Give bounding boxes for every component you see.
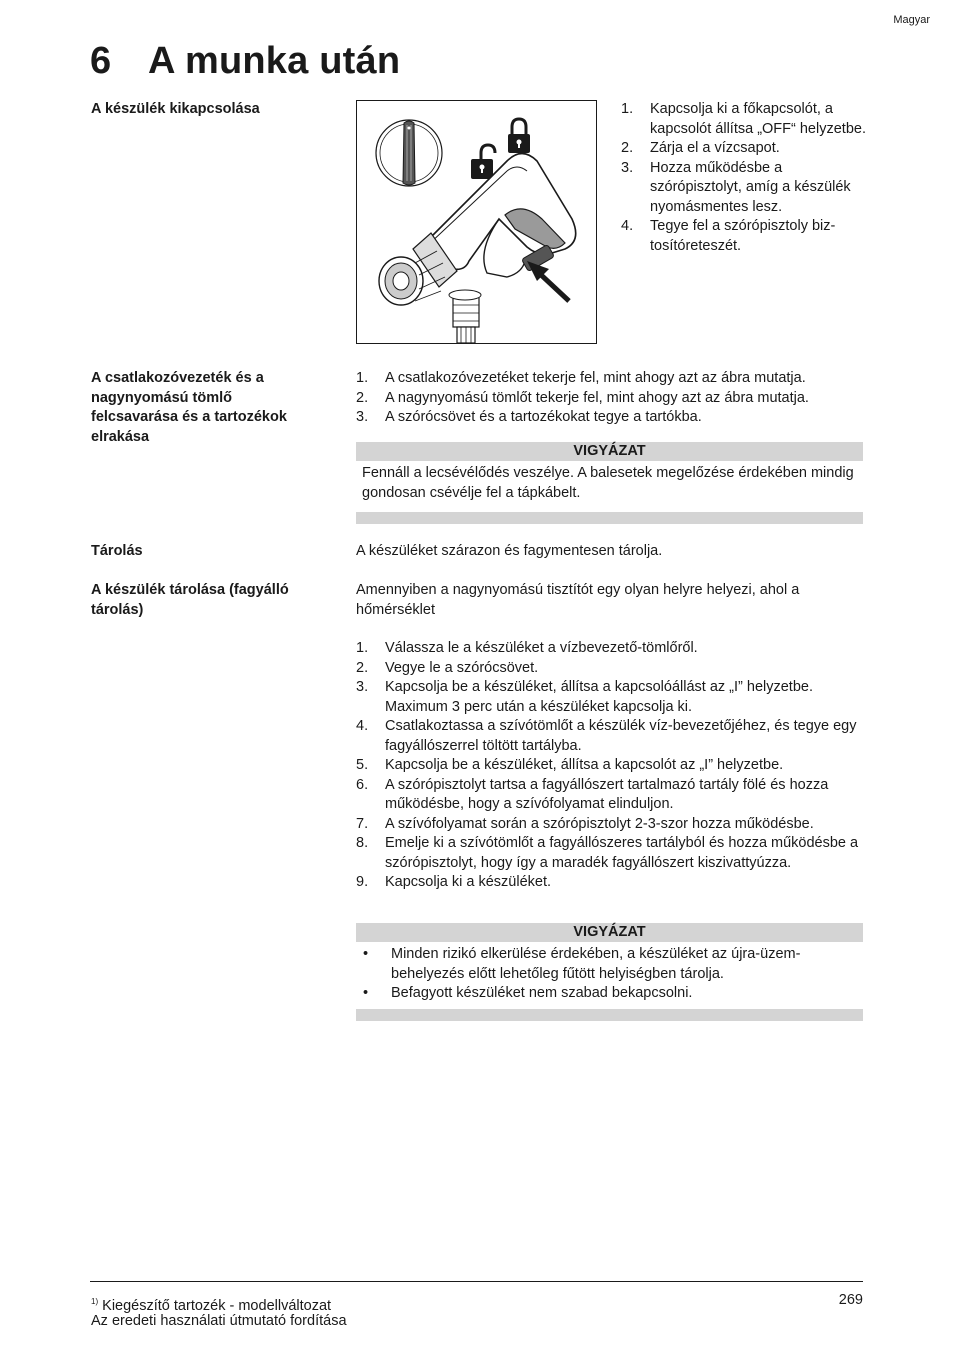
list-item: 5. Kapcsolja be a készüléket, állítsa a kapcsolót az „I” helyzetbe. [356,757,784,773]
section-heading-storage: Tárolás [91,543,143,559]
warning-box-hose [356,442,863,524]
footnote-text: Kiegészítő tartozék - modellváltozat [102,1298,332,1314]
page-number: 269 [838,1292,863,1308]
list-item: 2. Vegye le a szórócsövet. [356,659,539,676]
list-item: 9. Kapcsolja ki a készüléket. [356,874,552,890]
list-item: 3. Hozza működésbe a szórópisztolyt, amíg a készülék nyomásmentes lesz. [621,159,851,215]
chapter-title [90,40,400,83]
warning-bottom-bar [356,512,863,524]
chapter-number: 6 [90,40,112,82]
warning-label: VIGYÁZAT [356,923,863,942]
list-item: 2. A nagynyomású tömlőt tekerje fel, mint ahogy azt az ábra mutatja. [356,389,809,406]
warning-text: Fennáll a lecsévélődés veszélye. A balesetek megelőzése érdekében mindig gondosan csévélje fel a tápkábelt. [362,465,854,501]
list-item: 4. Tegye fel a szórópisztoly biz-tosítóreteszét. [621,218,836,254]
warning-list [356,942,863,1009]
hose-storage-steps [356,369,864,428]
list-item: 7. A szívófolyamat során a szórópisztolyt 2-3-szor hozza működésbe. [356,815,814,832]
frost-storage-steps [356,639,864,893]
storage-text: A készüléket szárazon és fagymentesen tárolja. [356,543,663,559]
list-item: 1. Válassza le a készüléket a vízbevezető-tömlőről. [356,640,698,656]
frost-storage-intro: Amennyiben a nagynyomású tisztítót egy olyan helyre helyezi, ahol a hőmérséklet [356,582,800,618]
chapter-title-text: A munka után [148,40,401,82]
list-item: • Befagyott készüléket nem szabad bekapcsolni. [363,985,693,1001]
warning-bottom-bar [356,1009,863,1021]
list-item: 3. Kapcsolja be a készüléket, állítsa a kapcsolóállást az „I” helyzetbe. Maximum 3 perc után a készüléket kapcsolja ki. [356,679,813,715]
list-item: • Minden rizikó elkerülése érdekében, a készüléket az újra-üzem-behelyezés előtt lehetőleg fűtött helyiségben tárolja. [363,946,801,982]
footer-subtitle: Az eredeti használati útmutató fordítása [91,1313,347,1329]
list-item: 1. A csatlakozóvezetéket tekerje fel, mint ahogy azt az ábra mutatja. [356,370,806,386]
footer-divider [90,1281,863,1282]
warning-box-frost [356,923,863,1021]
section-heading-switch-off: A készülék kikapcsolása [91,101,260,117]
section-heading-frost-storage: A készülék tárolása (fagyálló tárolás) [91,582,289,618]
list-item: 1. Kapcsolja ki a főkapcsolót, a kapcsolót állítsa „OFF“ helyzetbe. [621,101,866,137]
list-item: 6. A szórópisztolyt tartsa a fagyállószert tartalmazó tartály fölé és hozza működésbe, hogy a szívófolyamat elinduljon. [356,776,829,812]
switch-off-steps [621,100,866,256]
main-switch-dial-icon [376,120,442,186]
section-heading-hose-storage: A csatlakozóvezeték és a nagynyomású tömlő felcsavarása és a tartozékok elrakása [91,370,287,445]
footnote-mark: 1) [91,1297,99,1306]
spray-gun-figure [356,100,597,344]
open-lock-icon [471,145,495,179]
closed-lock-icon [508,119,530,153]
language-label: Magyar [893,14,930,26]
arrow-icon [527,261,569,301]
list-item: 4. Csatlakoztassa a szívótömlőt a készülék víz-bevezetőjéhez, és tegye egy fagyállószerrel töltött tartályba. [356,718,857,754]
list-item: 3. A szórócsövet és a tartozékokat tegye a tartókba. [356,409,702,425]
warning-label: VIGYÁZAT [356,442,863,461]
list-item: 2. Zárja el a vízcsapot. [621,140,780,156]
list-item: 8. Emelje ki a szívótömlőt a fagyállószeres tartályból és hozza működésbe a szórópisztolyt, hogy így a maradék fagyállószert kiszivattyúzza. [356,835,859,871]
